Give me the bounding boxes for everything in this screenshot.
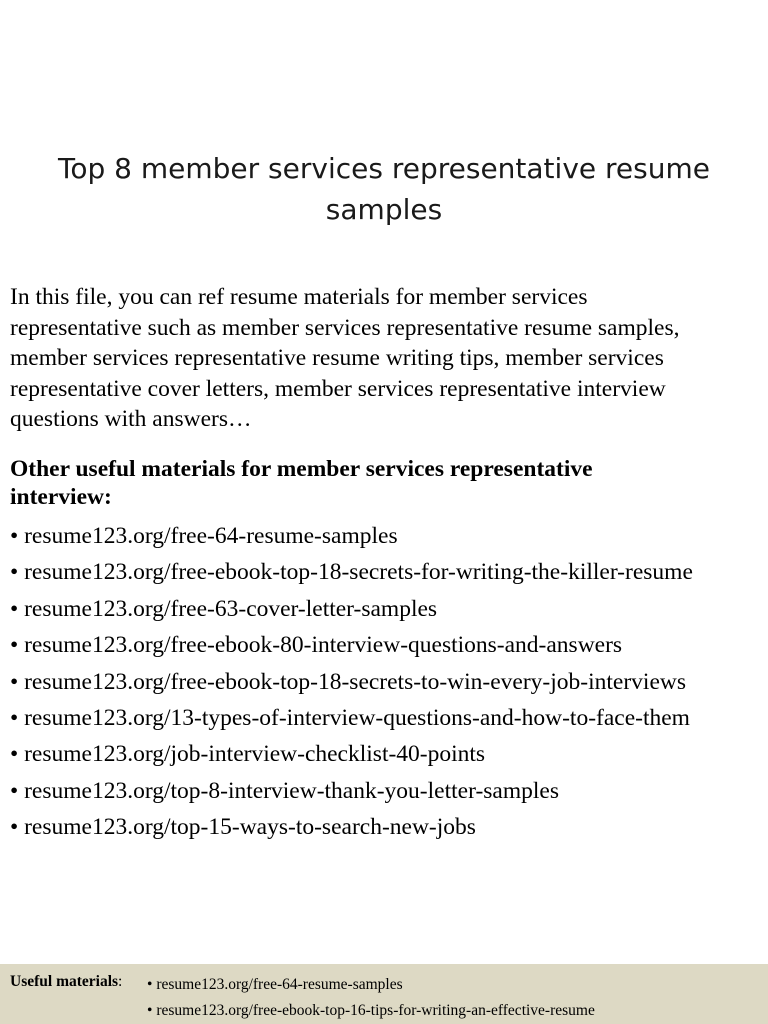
footer-label-colon: : [118, 973, 123, 990]
materials-link-list [10, 518, 766, 846]
bullet-icon: • [10, 632, 19, 659]
bullet-icon: • [10, 814, 19, 841]
footer-label-text: Useful materials [10, 973, 119, 990]
bullet-icon: • [10, 741, 19, 768]
list-item [10, 736, 766, 772]
list-item [10, 664, 766, 700]
bullet-icon: • [10, 595, 19, 622]
list-item [10, 591, 766, 627]
footer-link-list [147, 972, 595, 1024]
footer-link[interactable]: resume123.org/free-ebook-top-16-tips-for-writing-an-effective-resume [156, 1002, 595, 1019]
page-title-line-2: samples [325, 193, 443, 226]
footer-label [10, 972, 122, 992]
intro-line: questions with answers… [10, 406, 252, 432]
intro-line: representative such as member services representative resume samples, [10, 314, 680, 341]
list-item [10, 773, 766, 809]
bullet-icon: • [10, 559, 19, 586]
resource-link[interactable]: resume123.org/top-15-ways-to-search-new-jobs [24, 814, 476, 841]
bullet-icon: • [147, 1002, 153, 1019]
footer-link[interactable]: resume123.org/free-64-resume-samples [156, 976, 403, 993]
resource-link[interactable]: resume123.org/free-64-resume-samples [24, 523, 398, 549]
resource-link[interactable]: resume123.org/free-ebook-80-interview-questions-and-answers [24, 632, 623, 659]
list-item [10, 700, 766, 736]
materials-heading [10, 455, 762, 511]
resource-link[interactable]: resume123.org/job-interview-checklist-40-points [24, 741, 486, 768]
list-item [10, 809, 766, 845]
page-title-line-1: Top 8 member services representative resume [58, 152, 710, 185]
bullet-icon: • [10, 523, 19, 549]
resource-link[interactable]: resume123.org/free-ebook-top-18-secrets-to-win-every-job-interviews [24, 668, 686, 695]
bullet-icon: • [10, 668, 19, 695]
bullet-icon: • [10, 777, 19, 804]
intro-line: In this file, you can ref resume materials for member services [10, 284, 588, 310]
intro-line: representative cover letters, member services representative interview [10, 375, 666, 402]
bullet-icon: • [10, 704, 19, 731]
materials-heading-line-1: Other useful materials for member services representative [10, 456, 593, 482]
page-title [0, 148, 768, 230]
list-item [10, 554, 766, 590]
intro-line: member services representative resume writing tips, member services [10, 345, 664, 371]
resource-link[interactable]: resume123.org/free-ebook-top-18-secrets-for-writing-the-killer-resume [24, 559, 693, 586]
resource-link[interactable]: resume123.org/13-types-of-interview-questions-and-how-to-face-them [24, 704, 690, 731]
list-item [10, 627, 766, 663]
materials-heading-line-2: interview: [10, 484, 112, 510]
list-item [147, 972, 595, 998]
list-item [147, 998, 595, 1024]
resource-link[interactable]: resume123.org/top-8-interview-thank-you-letter-samples [24, 777, 559, 804]
list-item [10, 518, 766, 554]
intro-paragraph [10, 282, 762, 435]
bullet-icon: • [147, 976, 153, 993]
resource-link[interactable]: resume123.org/free-63-cover-letter-samples [24, 595, 438, 622]
footer-bar [0, 964, 768, 1024]
